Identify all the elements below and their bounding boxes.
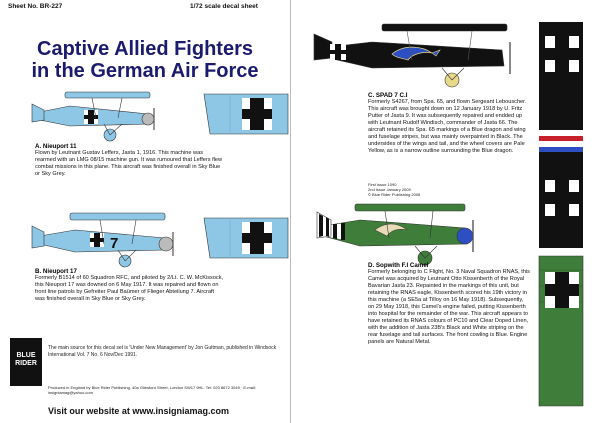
caption-b [35,268,275,303]
upper-wing [355,204,465,211]
issue-line-3: © Blue Rider Publishing 2008 [368,192,421,197]
issue-line-2: 2nd Issue January 2009 [368,187,411,192]
sheet-number: Sheet No. BR-227 [8,3,63,10]
source-note: The main source for this decal set is 'Under New Management' by Jon Guttman, published in Windsock International Vol. 7 No. 6 Nov/Dec 1991. [48,345,277,358]
nieuport-17-profile [30,210,190,270]
page-title [20,38,270,82]
sopwith-camel-profile [315,200,485,268]
engine-cowl [159,237,173,251]
nieuport-17-wing-plan [200,212,290,267]
caption-a [35,143,275,178]
caption-c-text: Formerly S4267, from Spa. 65, and flown Sergeant Lebouscher. This aircraft was brought down on 12 January 1918 by U. Fritz Putter of Jasta 9. It was subsequently repaired and endded up with Leutnant Rudolf Windisch, commander of Jasta 66. The aircraft retained its Spa. 65 markings of a Blue dragon and wing and fuselage stripes, but was mainly overpainted in Black. The undersides of the wings and tail, and the wheel covers are Pale Yellow, as is a narrow outline surrounding the Blue dragon. [368,99,527,154]
blue-stripe [539,147,583,152]
title-line-2: in the German Air Force [31,60,259,82]
issue-info [368,182,478,197]
center-divider [290,0,291,423]
scale-label: 1/72 scale decal sheet [190,3,258,10]
caption-d-heading: D. Sopwith F.I Camel [368,262,429,269]
logo-line-1: BLUE [16,352,36,359]
caption-d-text: Formerly belonging to C Flight, No. 3 Naval Squadron RNAS, this Camel was acquired by Leutnant Otto Kissenberth of the Royal Bavarian Jasta 23. Repainted in the markings of this unit, but retaining the RNAS eagle, Kissenberth scored his 19th victory in this machine (a SE5a at Tilloy on 16 May 1918). Subsequently, on 29 May 1918, this Camel's engine failed, putting Kissenberth into hospital for the remainder of the war. This aircraft appears to have retained its RNAS colours of PC10 and Clear Doped Linen, with the addition of Jasta 23B's Black and White striping on the rear fuselage and tail surfaces. The front cowling is Blue. Engine panels are Natural Metal. [368,269,530,345]
caption-d [368,262,530,346]
logo-line-2: RIDER [15,360,37,367]
caption-b-heading: B. Nieuport 17 [35,268,77,275]
red-stripe [539,136,583,141]
rudder [32,226,44,248]
publisher-info: Produced in England by Blue Rider Publishing, 40a Gliesford Street, London SW17 9HL. Tel: 020 8672 3049 · E-mail: insigniamag@yahoo.com [48,385,256,395]
caption-c [368,92,528,155]
rudder [314,34,332,60]
spad-wing-plan [533,18,587,413]
blue-rider-logo [10,338,42,386]
blue-cowling [457,228,473,244]
upper-wing [65,92,150,98]
issue-line-1: First Issue 1090 [368,182,397,187]
caption-b-text: Formerly B1514 of 60 Squadron RFC, and piloted by 2/Lt. C. W. McKissock, this Nieuport 17 was downed on 6 May 1917. It was repaired and flown on front line patrols by Gefreiter Paul Baümer of Flieger Abteilung 7. Aircraft was finished overall in Sky Blue or Sky Grey. [35,275,224,302]
upper-wing [382,24,507,31]
spad-7-profile [312,20,517,92]
title-line-1: Captive Allied Fighters [37,38,253,60]
nieuport-11-wing-plan [200,88,290,143]
fuselage-number: 7 [110,235,119,252]
caption-c-heading: C. SPAD 7 C.I [368,92,408,99]
upper-wing [70,213,165,220]
rudder [32,104,44,122]
caption-a-heading: A. Nieuport 11 [35,143,77,150]
nieuport-11-profile [30,90,170,145]
engine-cowl [142,113,154,125]
website-link[interactable]: Visit our website at www.insigniamag.com [48,406,230,416]
caption-a-text: Flown by Leutnant Gustav Leffers, Jasta 1, 1916. This machine was rearmed with an LMG 08/15 machine gun. It was rumoured that Leffers flew combat missions in this plane. This aircraft was finished overall in Sky Blue or Sky Grey. [35,150,223,177]
